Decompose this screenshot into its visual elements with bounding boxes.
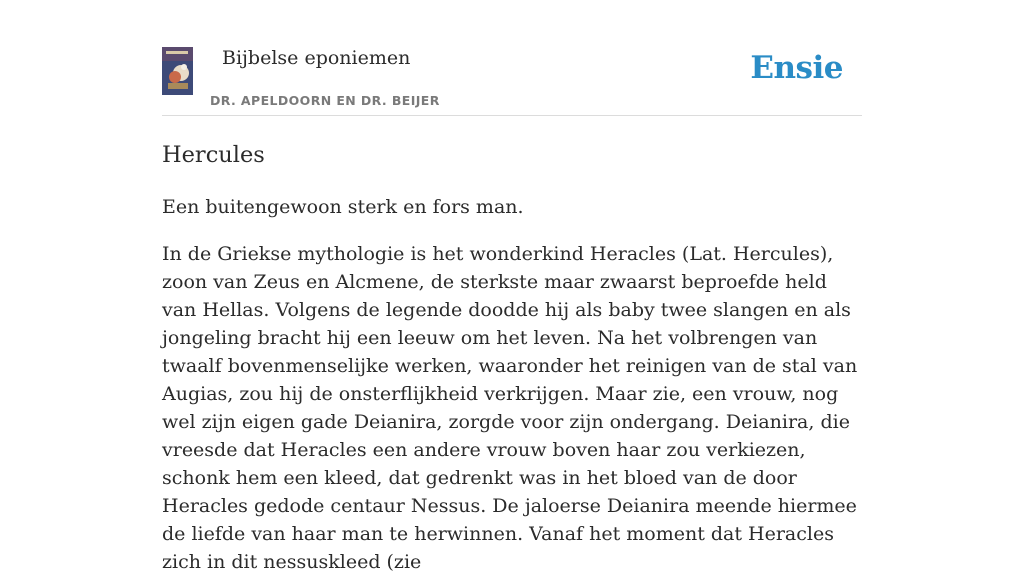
article-body: In de Griekse mythologie is het wonderkind Heracles (Lat. Hercules), zoon van Zeus en Alcmene, de sterkste maar zwaarst beproefde held van Hellas. Volgens de legende doodde hij als baby twee slangen en als jongeling bracht hij een leeuw om het leven. Na het volbrengen van twaalf bovenmenselijke werken, waaronder het reinigen van de stal van Augias, zou hij de onsterflijkheid verkrijgen. Maar zie, een vrouw, nog wel zijn eigen gade Deianira, zorgde voor zijn ondergang. Deianira, die vreesde dat Heracles een andere vrouw boven haar zou verkiezen, schonk hem een kleed, dat gedrenkt was in het bloed van de door Heracles gedode centaur Nessus. De jaloerse Deianira meende hiermee de liefde van haar man te herwinnen. Vanaf het moment dat Heracles zich in dit nessuskleed (zie bbox=[162, 243, 858, 573]
book-cover-image[interactable] bbox=[162, 47, 193, 95]
article-title: Hercules bbox=[162, 142, 265, 168]
book-authors[interactable]: DR. APELDOORN EN DR. BEIJER bbox=[210, 93, 440, 108]
site-header bbox=[162, 44, 862, 116]
article bbox=[162, 139, 867, 576]
book-title[interactable]: Bijbelse eponiemen bbox=[222, 47, 411, 69]
ensie-logo[interactable]: Ensie bbox=[750, 50, 843, 86]
article-lead: Een buitengewoon sterk en fors man. bbox=[162, 196, 524, 218]
